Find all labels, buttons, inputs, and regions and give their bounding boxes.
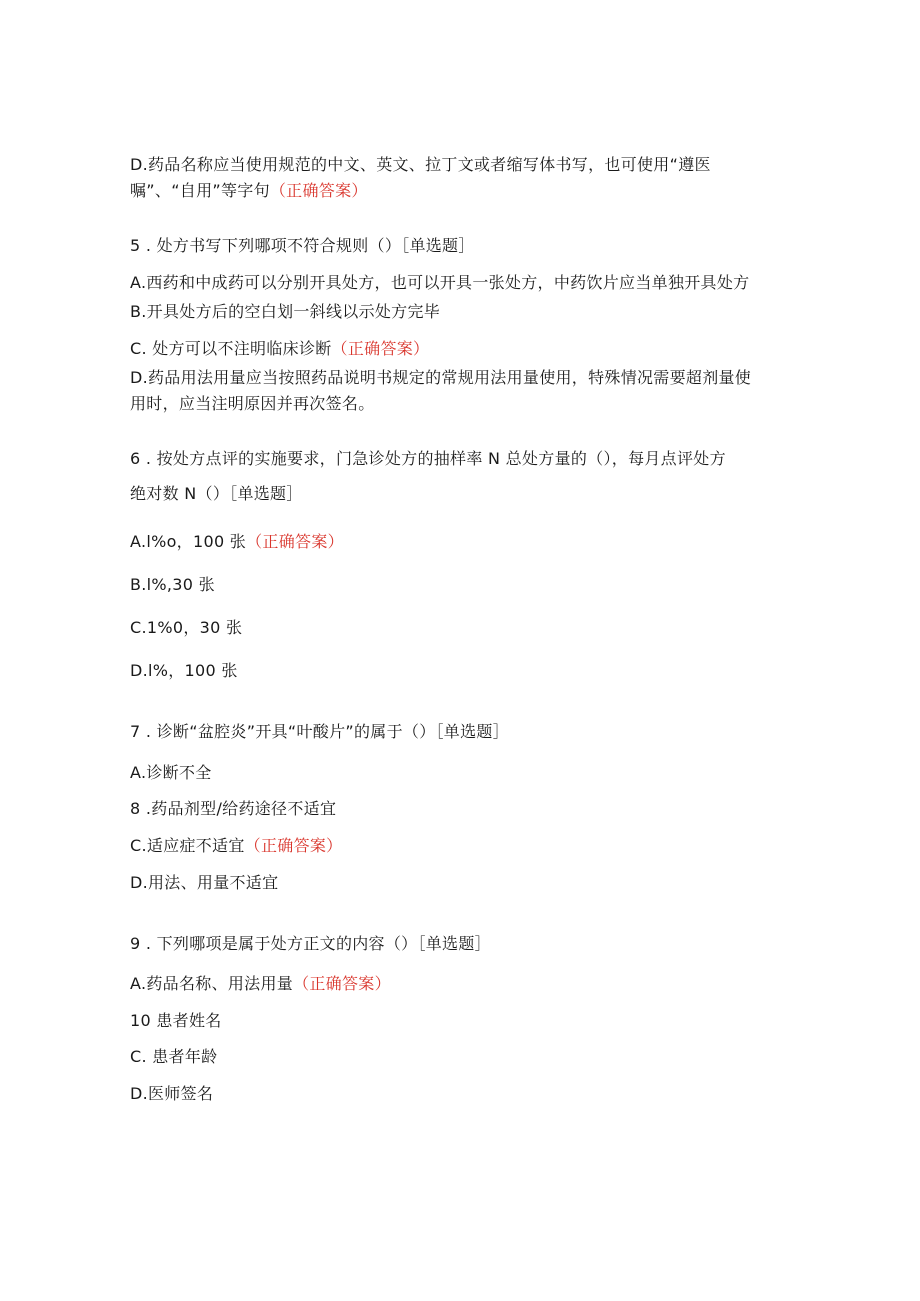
question-9-option-a: A.药品名称、用法用量（正确答案） [130, 974, 391, 993]
question-4-option-d-line-1: D.药品名称应当使用规范的中文、英文、拉丁文或者缩写体书写，也可使用“遵医 [130, 155, 711, 174]
question-5-stem: 5 . 处方书写下列哪项不符合规则（）［单选题］ [130, 236, 475, 255]
question-9-option-c: C. 患者年龄 [130, 1047, 218, 1066]
question-4-option-d-line-2: 嘱”、“自用”等字句（正确答案） [130, 181, 368, 200]
correct-answer-marker: （正确答案） [246, 532, 344, 551]
question-9-option-d: D.医师签名 [130, 1084, 214, 1103]
question-5-option-a: A.西药和中成药可以分别开具处方，也可以开具一张处方，中药饮片应当单独开具处方 [130, 273, 750, 292]
question-6-stem-line-1: 6 . 按处方点评的实施要求，门急诊处方的抽样率 N 总处方量的（），每月点评处方 [130, 449, 726, 468]
question-5-option-b: B.开具处方后的空白划一斜线以示处方完毕 [130, 302, 441, 321]
question-7-option-b: 8 .药品剂型/给药途径不适宜 [130, 799, 337, 818]
question-7-stem: 7 . 诊断“盆腔炎”开具“叶酸片”的属于（）［单选题］ [130, 722, 509, 741]
question-5-option-d-line-1: D.药品用法用量应当按照药品说明书规定的常规用法用量使用，特殊情况需要超剂量使 [130, 368, 752, 387]
question-6-option-c: C.1%0，30 张 [130, 618, 243, 637]
question-6-option-a: A.l%o，100 张（正确答案） [130, 532, 344, 551]
question-7-option-a: A.诊断不全 [130, 763, 212, 782]
question-6-stem-line-2: 绝对数 N（）［单选题］ [130, 484, 303, 503]
question-9-option-b: 10 患者姓名 [130, 1011, 222, 1030]
question-5-option-c: C. 处方可以不注明临床诊断（正确答案） [130, 339, 430, 358]
correct-answer-marker: （正确答案） [293, 974, 391, 993]
question-6-option-b: B.l%,30 张 [130, 575, 215, 594]
question-5-option-d-line-2: 用时，应当注明原因并再次签名。 [130, 394, 375, 413]
question-6-option-d: D.l%，100 张 [130, 661, 238, 680]
question-7-option-c: C.适应症不适宜（正确答案） [130, 836, 343, 855]
correct-answer-marker: （正确答案） [331, 339, 430, 358]
question-7-option-d: D.用法、用量不适宜 [130, 873, 279, 892]
question-9-stem: 9 . 下列哪项是属于处方正文的内容（）［单选题］ [130, 934, 491, 953]
correct-answer-marker: （正确答案） [244, 836, 343, 855]
correct-answer-marker: （正确答案） [269, 181, 368, 200]
